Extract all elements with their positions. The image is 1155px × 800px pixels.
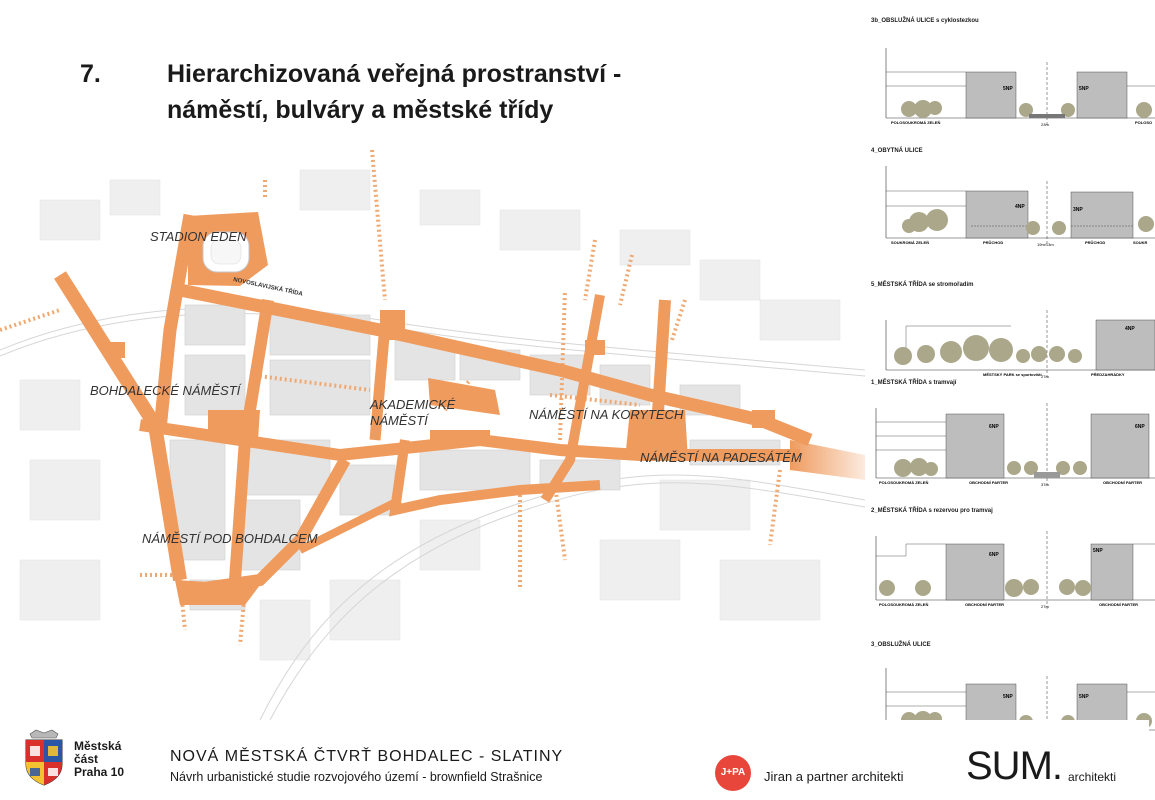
- section-title: 5_MĚSTSKÁ TŘÍDA se stromořadím: [871, 282, 974, 288]
- district-line-2: část: [74, 752, 99, 766]
- project-subtitle: Návrh urbanistické studie rozvojového území - brownfield Strašnice: [170, 770, 543, 784]
- floors-right: 5NP: [1079, 694, 1089, 700]
- width-label: 19m/13m: [1037, 242, 1054, 247]
- section-title: 3b_OBSLUŽNÁ ULICE s cyklostezkou: [871, 18, 979, 24]
- width-label: 27m: [1041, 374, 1049, 379]
- sum-logo: SUM.: [966, 744, 1062, 788]
- label-akademicke-line2: NÁMĚSTÍ: [370, 413, 428, 428]
- floors-right: 4NP: [1125, 326, 1135, 332]
- floors-right: 3NP: [1073, 207, 1083, 213]
- plaza-connection: [430, 430, 490, 445]
- section-3b: [871, 16, 1155, 126]
- jpa-logo: J+PA: [715, 755, 751, 791]
- small-plaza-d: [110, 342, 125, 358]
- label-namesti-na-padesatem: NÁMĚSTÍ NA PADESÁTÉM: [640, 450, 802, 465]
- floors-right: 6NP: [1135, 424, 1145, 430]
- section-drawing: [871, 290, 1155, 380]
- chapter-number: 7.: [80, 60, 101, 88]
- section-drawing: [871, 516, 1155, 616]
- district-line-3: Praha 10: [74, 765, 125, 779]
- zone-label: PRŮCHOD: [1085, 240, 1106, 245]
- zone-label: OBCHODNÍ PARTER: [1103, 480, 1143, 485]
- project-title: NOVÁ MĚSTSKÁ ČTVRŤ BOHDALEC - SLATINY: [170, 748, 564, 765]
- floors-left: 4NP: [1015, 204, 1025, 210]
- label-namesti-na-korytech: NÁMĚSTÍ NA KORYTECH: [529, 407, 684, 422]
- section-drawing: [871, 26, 1155, 126]
- section-title: 3_OBSLUŽNÁ ULICE: [871, 642, 931, 648]
- small-plaza-b: [585, 340, 605, 355]
- section-1: [871, 378, 1155, 488]
- section-title: 2_MĚSTSKÁ TŘÍDA s rezervou pro tramvaj: [871, 508, 993, 514]
- zone-label: POLOSO: [1135, 120, 1153, 125]
- label-akademicke-line1: AKADEMICKÉ: [370, 397, 456, 412]
- street-sections-column: [865, 0, 1153, 740]
- small-plaza-a: [380, 310, 405, 340]
- floors-left: 5NP: [1003, 86, 1013, 92]
- zone-label: POLOSOUKROMÁ ZELEŇ: [879, 480, 929, 485]
- section-drawing: [871, 388, 1155, 488]
- zone-label: SOUKROMÁ ZELEŇ: [891, 240, 929, 245]
- width-label: 27m: [1041, 604, 1049, 609]
- section-title: 1_MĚSTSKÁ TŘÍDA s tramvají: [871, 380, 957, 386]
- label-namesti-pod-bohdalcem: NÁMĚSTÍ POD BOHDALCEM: [142, 531, 318, 546]
- label-novoslavijska: NOVOSLAVIJSKÁ TŘÍDA: [232, 277, 304, 298]
- section-title: 4_OBYTNÁ ULICE: [871, 148, 923, 154]
- label-bohdalecke-namesti: BOHDALECKÉ NÁMĚSTÍ: [90, 383, 241, 398]
- jpa-name: Jiran a partner architekti: [764, 769, 904, 784]
- zone-label: POLOSOUKROMÁ ZELEŇ: [879, 602, 929, 607]
- small-plaza-c: [752, 410, 775, 428]
- floors-right: 5NP: [1093, 548, 1103, 554]
- sum-subtitle: architekti: [1068, 770, 1117, 784]
- floors-left: 6NP: [989, 424, 999, 430]
- district-line-1: Městská: [74, 739, 122, 753]
- width-label: 37m: [1041, 482, 1049, 487]
- zone-label: SOUKR: [1133, 240, 1148, 245]
- width-label: 23m: [1041, 122, 1049, 127]
- zone-label: PŘEDZAHRÁDKY: [1091, 372, 1125, 377]
- floors-right: 5NP: [1079, 86, 1089, 92]
- zone-label: POLOSOUKROMÁ ZELEŇ: [891, 120, 941, 125]
- section-drawing: [871, 156, 1155, 256]
- footer: [0, 720, 1149, 800]
- label-stadion-eden: STADION EDEN: [150, 229, 247, 244]
- section-2: [871, 506, 1155, 616]
- floors-left: 6NP: [989, 552, 999, 558]
- zone-label: OBCHODNÍ PARTER: [1099, 602, 1139, 607]
- bohdalecke-namesti-plaza: [208, 410, 260, 440]
- zone-label: OBCHODNÍ PARTER: [969, 480, 1009, 485]
- zone-label: MĚSTSKÝ PARK se sportovišti: [983, 372, 1042, 377]
- zone-label: PRŮCHOD: [983, 240, 1004, 245]
- district-name: [74, 740, 124, 779]
- chapter-title-line-2: náměstí, bulváry a městské třídy: [167, 96, 554, 124]
- section-4: [871, 146, 1155, 256]
- floors-left: 5NP: [1003, 694, 1013, 700]
- urban-plan-map: [0, 140, 865, 730]
- chapter-title-line-1: Hierarchizovaná veřejná prostranství -: [167, 60, 622, 88]
- section-5: [871, 280, 1155, 380]
- praha-10-crest-icon: [22, 728, 66, 786]
- zone-label: OBCHODNÍ PARTER: [965, 602, 1005, 607]
